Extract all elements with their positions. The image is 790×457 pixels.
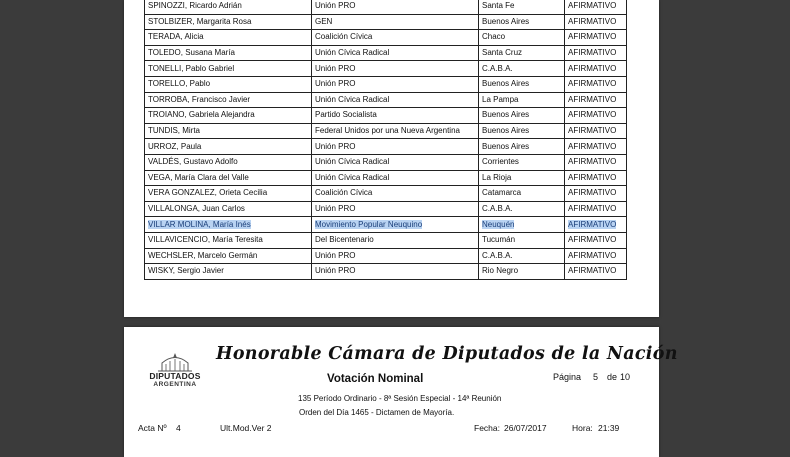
party-cell: Unión PRO — [312, 76, 479, 92]
deputy-name-cell: TONELLI, Pablo Gabriel — [145, 61, 312, 77]
deputy-name-cell: TERADA, Alicia — [145, 30, 312, 46]
session-info: 135 Período Ordinario - 8ª Sesión Especial - 14ª Reunión — [298, 394, 502, 403]
vote-cell: AFIRMATIVO — [565, 248, 627, 264]
vote-row — [145, 154, 627, 170]
deputy-name-cell: TROIANO, Gabriela Alejandra — [145, 108, 312, 124]
deputy-name-cell: VILLAVICENCIO, María Teresita — [145, 232, 312, 248]
party-cell: Coalición Cívica — [312, 186, 479, 202]
party-cell: Unión PRO — [312, 61, 479, 77]
vote-row — [145, 92, 627, 108]
party-cell: Unión Cívica Radical — [312, 45, 479, 61]
document-page-top — [124, 0, 659, 317]
party-cell: Coalición Cívica — [312, 30, 479, 46]
district-cell: La Rioja — [479, 170, 565, 186]
page-of-label: de — [607, 372, 618, 382]
date-label: Fecha: — [474, 423, 500, 433]
party-cell: Movimiento Popular Neuquino — [312, 217, 479, 233]
time-label: Hora: — [572, 423, 593, 433]
vote-row — [145, 45, 627, 61]
district-cell: Buenos Aires — [479, 123, 565, 139]
chamber-title: Honorable Cámara de Diputados de la Nación — [216, 344, 678, 364]
district-cell: C.A.B.A. — [479, 61, 565, 77]
district-cell: Buenos Aires — [479, 108, 565, 124]
page-number: 5 — [593, 372, 599, 382]
party-cell: Unión PRO — [312, 201, 479, 217]
vote-cell: AFIRMATIVO — [565, 154, 627, 170]
acta-number: 4 — [176, 423, 181, 433]
party-cell: Unión PRO — [312, 248, 479, 264]
vote-row — [145, 170, 627, 186]
vote-row — [145, 123, 627, 139]
vote-row — [145, 14, 627, 30]
district-cell: Corrientes — [479, 154, 565, 170]
party-cell: Unión PRO — [312, 0, 479, 14]
document-page-bottom — [124, 327, 678, 457]
time-value: 21:39 — [598, 423, 620, 433]
vote-row — [145, 217, 627, 233]
deputy-name-cell: VERA GONZALEZ, Orieta Cecilia — [145, 186, 312, 202]
vote-row — [145, 61, 627, 77]
district-cell: C.A.B.A. — [479, 201, 565, 217]
district-cell: Chaco — [479, 30, 565, 46]
vote-cell: AFIRMATIVO — [565, 0, 627, 14]
vote-cell: AFIRMATIVO — [565, 139, 627, 155]
party-cell: GEN — [312, 14, 479, 30]
vote-cell: AFIRMATIVO — [565, 201, 627, 217]
vote-cell: AFIRMATIVO — [565, 76, 627, 92]
deputy-name-cell: TUNDIS, Mirta — [145, 123, 312, 139]
deputy-name-cell: STOLBIZER, Margarita Rosa — [145, 14, 312, 30]
vote-row — [145, 264, 627, 280]
district-cell: Buenos Aires — [479, 14, 565, 30]
party-cell: Federal Unidos por una Nueva Argentina — [312, 123, 479, 139]
deputy-name-cell: SPINOZZI, Ricardo Adrián — [145, 0, 312, 14]
deputy-name-cell: VEGA, María Clara del Valle — [145, 170, 312, 186]
vote-row — [145, 108, 627, 124]
vote-row — [145, 201, 627, 217]
district-cell: Tucumán — [479, 232, 565, 248]
date-value: 26/07/2017 — [504, 423, 547, 433]
page-total: 10 — [620, 372, 631, 382]
logo-word-diputados: DIPUTADOS — [149, 371, 201, 381]
deputy-name-cell: VALDÉS, Gustavo Adolfo — [145, 154, 312, 170]
chamber-logo — [144, 349, 206, 393]
party-cell: Unión PRO — [312, 139, 479, 155]
vote-cell: AFIRMATIVO — [565, 123, 627, 139]
deputy-name-cell: WISKY, Sergio Javier — [145, 264, 312, 280]
chamber-building-icon — [144, 349, 206, 373]
deputy-name-cell: WECHSLER, Marcelo Germán — [145, 248, 312, 264]
vote-cell: AFIRMATIVO — [565, 217, 627, 233]
vote-cell: AFIRMATIVO — [565, 170, 627, 186]
vote-title: Votación Nominal — [327, 373, 424, 385]
vote-row — [145, 0, 627, 14]
district-cell: Rio Negro — [479, 264, 565, 280]
vote-row — [145, 76, 627, 92]
vote-cell: AFIRMATIVO — [565, 92, 627, 108]
district-cell: Santa Fe — [479, 0, 565, 14]
vote-cell: AFIRMATIVO — [565, 108, 627, 124]
vote-cell: AFIRMATIVO — [565, 232, 627, 248]
party-cell: Unión Cívica Radical — [312, 92, 479, 108]
order-of-day: Orden del Día 1465 - Dictamen de Mayoría. — [299, 408, 455, 417]
deputy-name-cell: VILLAR MOLINA, María Inés — [145, 217, 312, 233]
district-cell: Neuquén — [479, 217, 565, 233]
vote-row — [145, 186, 627, 202]
vote-cell: AFIRMATIVO — [565, 14, 627, 30]
vote-row — [145, 232, 627, 248]
vote-row — [145, 30, 627, 46]
district-cell: Santa Cruz — [479, 45, 565, 61]
deputy-name-cell: TORELLO, Pablo — [145, 76, 312, 92]
party-cell: Unión PRO — [312, 264, 479, 280]
vote-cell: AFIRMATIVO — [565, 264, 627, 280]
vote-cell: AFIRMATIVO — [565, 30, 627, 46]
party-cell: Unión Cívica Radical — [312, 154, 479, 170]
deputy-name-cell: TORROBA, Francisco Javier — [145, 92, 312, 108]
district-cell: C.A.B.A. — [479, 248, 565, 264]
acta-label: Acta Nº — [138, 423, 167, 433]
district-cell: Catamarca — [479, 186, 565, 202]
deputy-name-cell: URROZ, Paula — [145, 139, 312, 155]
page-label: Página — [553, 372, 582, 382]
deputy-name-cell: TOLEDO, Susana María — [145, 45, 312, 61]
logo-word-argentina: ARGENTINA — [153, 381, 197, 388]
district-cell: Buenos Aires — [479, 76, 565, 92]
party-cell: Del Bicentenario — [312, 232, 479, 248]
party-cell: Unión Cívica Radical — [312, 170, 479, 186]
vote-cell: AFIRMATIVO — [565, 186, 627, 202]
last-modified-version: Ult.Mod.Ver 2 — [220, 423, 272, 433]
vote-row — [145, 139, 627, 155]
vote-table-body — [145, 0, 627, 279]
deputy-name-cell: VILLALONGA, Juan Carlos — [145, 201, 312, 217]
vote-table — [144, 0, 627, 280]
district-cell: Buenos Aires — [479, 139, 565, 155]
vote-row — [145, 248, 627, 264]
district-cell: La Pampa — [479, 92, 565, 108]
party-cell: Partido Socialista — [312, 108, 479, 124]
vote-cell: AFIRMATIVO — [565, 45, 627, 61]
vote-cell: AFIRMATIVO — [565, 61, 627, 77]
